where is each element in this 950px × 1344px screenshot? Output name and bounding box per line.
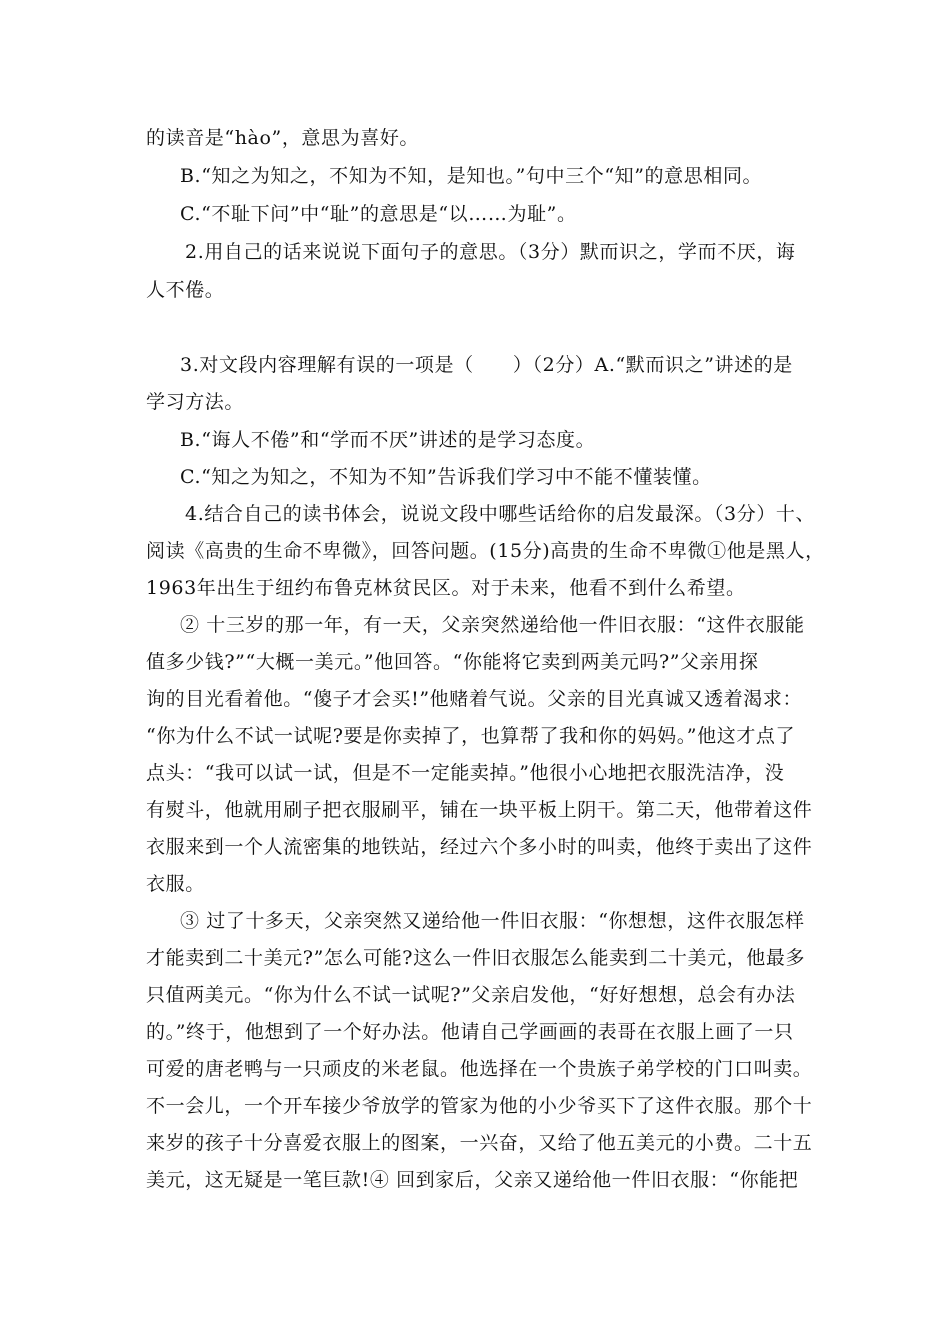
question-4-line-2: 阅读《高贵的生命不卑微》，回答问题。(15分)高贵的生命不卑微①他是黑人， (146, 540, 825, 562)
paragraph-2-line-7: 衣服来到一个人流密集的地铁站，经过六个多小时的叫卖，他终于卖出了这件 (146, 836, 813, 858)
paragraph-2-line-5: 点头：“我可以试一试，但是不一定能卖掉。”他很小心地把衣服洗洁净，没 (146, 762, 785, 784)
paragraph-2-line-1: ② 十三岁的那一年，有一天，父亲突然递给他一件旧衣服：“这件衣服能 (180, 614, 805, 636)
question-2-line-2: 人不倦。 (146, 279, 225, 301)
question-3-line-1: 3.对文段内容理解有误的一项是（ ）（2分）A.“默而识之”讲述的是 (180, 354, 793, 376)
paragraph-3-line-5: 可爱的唐老鸭与一只顽皮的米老鼠。他选择在一个贵族子弟学校的门口叫卖。 (146, 1058, 813, 1080)
option-b-line: B.“知之为知之，不知为不知，是知也。”句中三个“知”的意思相同。 (180, 165, 763, 187)
question-3-option-c: C.“知之为知之，不知为不知”告诉我们学习中不能不懂装懂。 (180, 466, 712, 488)
question-3-line-2: 学习方法。 (146, 391, 245, 413)
paragraph-3-line-4: 的。”终于，他想到了一个好办法。他请自己学画画的表哥在衣服上画了一只 (146, 1021, 794, 1043)
paragraph-3-line-7: 来岁的孩子十分喜爱衣服上的图案，一兴奋，又给了他五美元的小费。二十五 (146, 1132, 813, 1154)
paragraph-2-line-6: 有熨斗，他就用刷子把衣服刷平，铺在一块平板上阴干。第二天，他带着这件 (146, 799, 813, 821)
paragraph-3-line-8: 美元，这无疑是一笔巨款!④ 回到家后，父亲又递给他一件旧衣服：“你能把 (146, 1169, 799, 1191)
question-3-option-b: B.“诲人不倦”和“学而不厌”讲述的是学习态度。 (180, 429, 596, 451)
paragraph-3-line-6: 不一会儿，一个开车接少爷放学的管家为他的小少爷买下了这件衣服。那个十 (146, 1095, 813, 1117)
paragraph-3-line-2: 才能卖到二十美元?”怎么可能?这么一件旧衣服怎么能卖到二十美元，他最多 (146, 947, 806, 969)
paragraph-3-line-3: 只值两美元。“你为什么不试一试呢?”父亲启发他，“好好想想，总会有办法 (146, 984, 796, 1006)
paragraph-2-line-4: “你为什么不试一试呢?要是你卖掉了，也算帮了我和你的妈妈。”他这才点了 (146, 725, 796, 747)
text-line-1: 的读音是“hào”，意思为喜好。 (146, 127, 420, 149)
paragraph-2-line-3: 询的目光看着他。“傻子才会买!”他赌着气说。父亲的目光真诚又透着渴求： (146, 688, 803, 710)
question-4-line-1: 4.结合自己的读书体会，说说文段中哪些话给你的启发最深。（3分）十、 (185, 503, 816, 525)
paragraph-2-line-8: 衣服。 (146, 873, 205, 895)
option-c-line: C.“不耻下问”中“耻”的意思是“以……为耻”。 (180, 203, 577, 225)
paragraph-3-line-1: ③ 过了十多天，父亲突然又递给他一件旧衣服：“你想想，这件衣服怎样 (180, 910, 805, 932)
question-2-line-1: 2.用自己的话来说说下面句子的意思。（3分）默而识之，学而不厌，诲 (185, 241, 796, 263)
paragraph-2-line-2: 值多少钱?”“大概一美元。”他回答。“你能将它卖到两美元吗?”父亲用探 (146, 651, 759, 673)
passage-line-1: 1963年出生于纽约布鲁克林贫民区。对于未来，他看不到什么希望。 (146, 577, 746, 599)
